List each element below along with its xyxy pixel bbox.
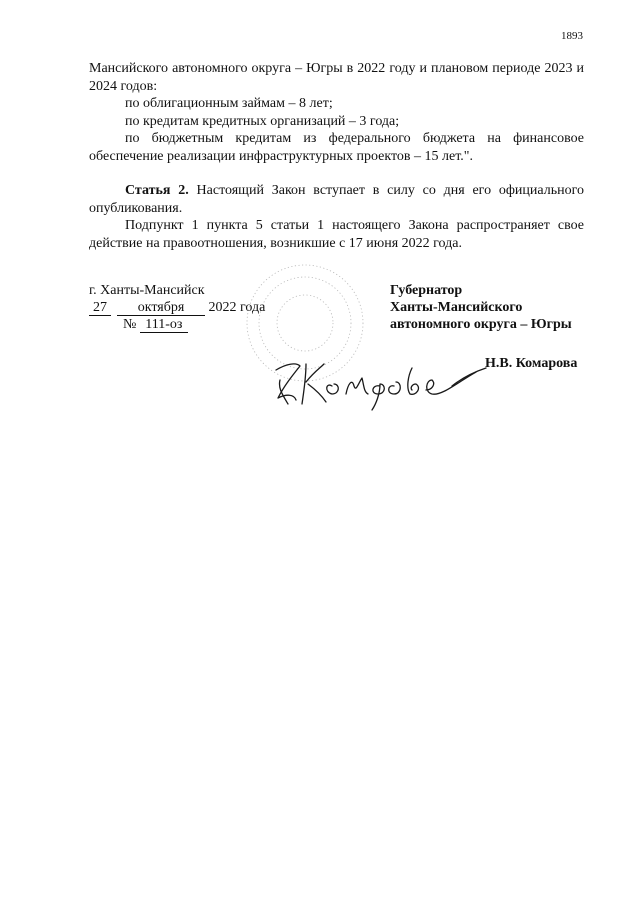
date-month: октября [117,301,205,316]
handwritten-signature [262,342,502,412]
paragraph-spacer [89,165,584,182]
law-number-prefix: № [123,317,140,332]
page-number: 1893 [561,30,583,42]
date-day: 27 [89,301,111,316]
signer-title-line-3: автономного округа – Югры [390,317,572,332]
signer-title-block [390,282,572,333]
place-of-signing: г. Ханты-Мансийск [89,283,205,298]
place-date-number-block [89,282,265,333]
list-item-bonds: по облигационным займам – 8 лет; [125,96,333,111]
paragraph-continuation: Мансийского автономного округа – Югры в 2022 году и плановом периоде 2023 и 2024 годов: [89,61,584,94]
law-number-value: 111-оз [140,318,188,333]
article-2-label: Статья 2. [125,183,189,198]
signing-date [89,299,265,316]
law-number [89,316,265,333]
article-2-paragraph [89,182,584,217]
signer-title-line-1: Губернатор [390,283,463,298]
list-item-budget-credits: по бюджетным кредитам из федерального бюджета на финансовое обеспечение реализации инфраструктурных проектов – 15 лет.". [89,131,584,164]
list-item-bank-credits: по кредитам кредитных организаций – 3 года; [125,113,400,129]
date-year: 2022 года [205,300,266,315]
subclause-paragraph: Подпункт 1 пункта 5 статьи 1 настоящего Закона распространяет свое действие на правоотношения, возникшие с 17 июня 2022 года. [89,218,584,251]
signer-name: Н.В. Комарова [485,356,578,371]
law-body-text [89,60,584,252]
article-2-text: Настоящий Закон вступает в силу со дня его официального опубликования. [89,183,584,216]
signer-title-line-2: Ханты-Мансийского [390,300,523,315]
